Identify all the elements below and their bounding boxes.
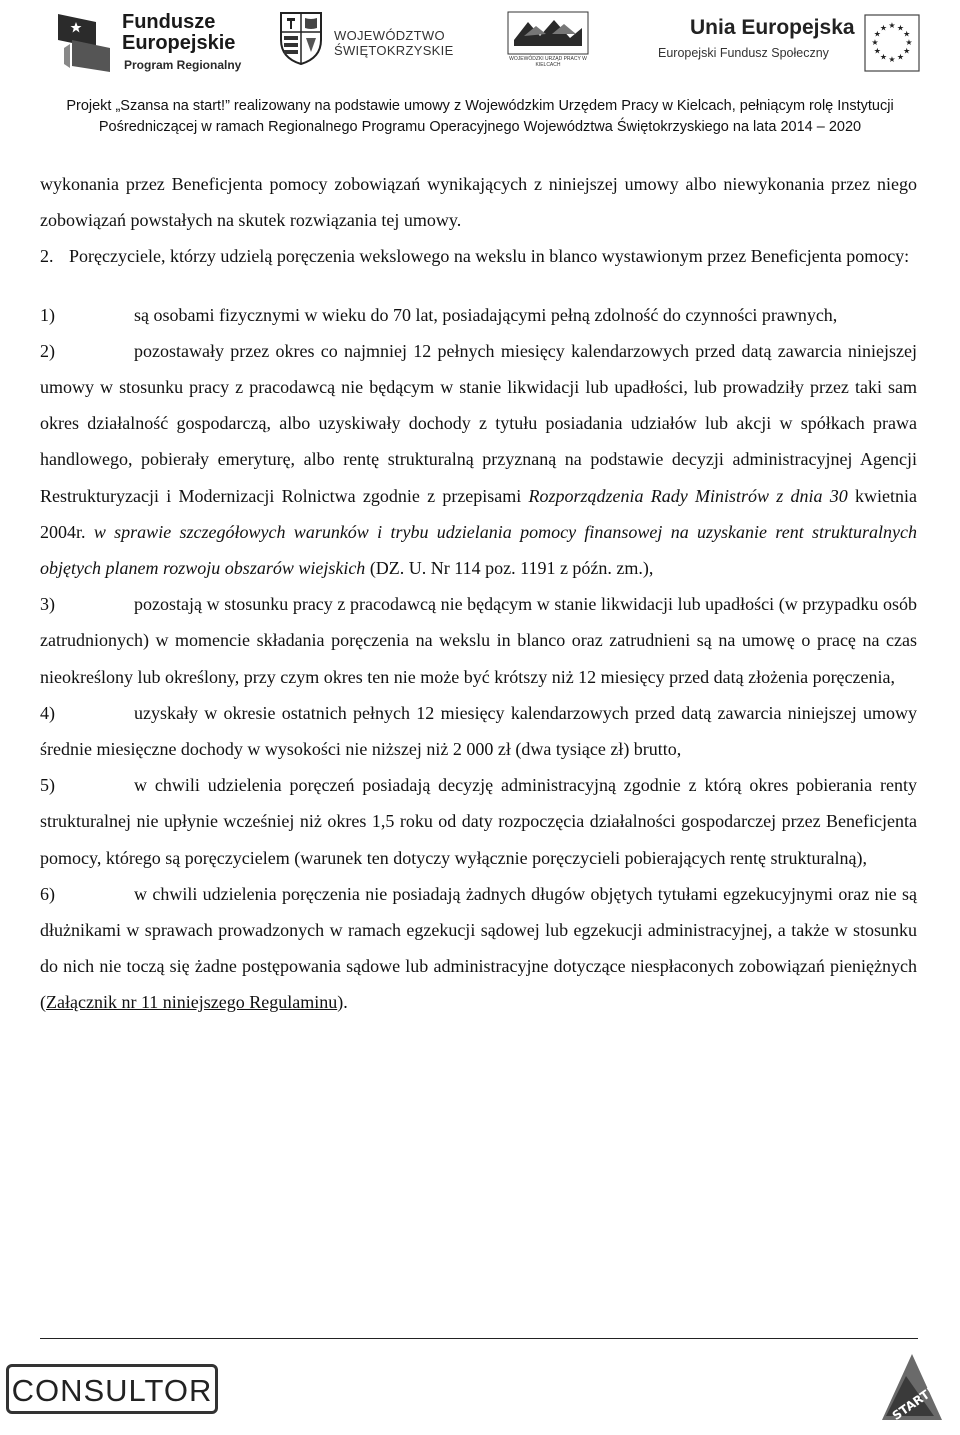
coat-of-arms-icon bbox=[278, 10, 324, 66]
list-item-5 bbox=[40, 767, 917, 876]
svg-text:★: ★ bbox=[873, 29, 881, 39]
svg-text:★: ★ bbox=[879, 23, 888, 33]
list-item-5-number: 5) bbox=[40, 775, 55, 796]
start-label: START! bbox=[889, 1384, 937, 1424]
svg-text:★: ★ bbox=[903, 29, 911, 39]
section-2-text: Poręczyciele, którzy udzielą poręczenia wekslowego na wekslu in blanco wystawionym przez Beneficjenta pomocy: bbox=[69, 246, 910, 267]
list-item-2-text-b: kwietnia 2004r. bbox=[40, 485, 917, 542]
footer-divider bbox=[40, 1338, 918, 1339]
eu-flag-icon bbox=[864, 14, 920, 72]
svg-text:★: ★ bbox=[888, 55, 896, 64]
list-item-4-text: uzyskały w okresie ostatnich pełnych 12 miesięcy kalendarzowych przed datą zawarcia niniejszej umowy średnie miesięczne dochody w wysokości nie niższej niż 2 000 zł (dwa tysiące zł) brutto, bbox=[40, 702, 917, 760]
list-item-6-end: ). bbox=[337, 992, 348, 1013]
wojewodztwo-label: WOJEWÓDZTWO ŚWIĘTOKRZYSKIE bbox=[334, 28, 454, 58]
list-item-1-text: są osobami fizycznymi w wieku do 70 lat, posiadającymi pełną zdolność do czynności prawnych, bbox=[134, 304, 838, 325]
list-item-2-text-a: pozostawały przez okres co najmniej 12 pełnych miesięcy kalendarzowych przed datą zawarcia niniejszej umowy w stosunku pracy z pracodawcą nie będącym w stanie likwidacji lub upadłości, lub prowadziły przez taki sam okres działalność gospodarczą, albo uzyskiwały dochody z tytułu posiadania udziałów lub akcji w spółkach prawa handlowego, pobierały emeryturę, albo rentę strukturalną przyznaną na podstawie decyzji administracyjnej Agencji Restrukturyzacji i Modernizacji Rolnictwa zgodnie z przepisami bbox=[40, 340, 917, 506]
intro-paragraph: wykonania przez Beneficjenta pomocy zobowiązań wynikających z niniejszej umowy albo niewykonania przez niego zobowiązań powstałych na skutek rozwiązania tej umowy. bbox=[40, 174, 917, 231]
fundusze-europejskie-logo bbox=[52, 6, 242, 78]
fundusze-europejskie-title: Fundusze Europejskie bbox=[122, 11, 236, 54]
list-item-2-number: 2) bbox=[40, 340, 55, 361]
header-logos bbox=[0, 0, 960, 88]
regulation-title-b: w sprawie szczegółowych warunków i trybu udzielania pomocy finansowej na uzyskanie rent strukturalnych objętych planem rozwoju obszarów wiejskich bbox=[40, 521, 917, 579]
program-regionalny-label: Program Regionalny bbox=[124, 58, 242, 72]
unia-europejska-logo bbox=[658, 14, 920, 74]
list-item-4-number: 4) bbox=[40, 702, 55, 723]
consultor-logo bbox=[6, 1364, 218, 1414]
list-item-5-text: w chwili udzielenia poręczeń posiadają decyzję administracyjną zgodnie z którą okres pobierania renty strukturalnej nie upłynie wcześniej niż okres 1,5 roku od daty rozpoczęcia działalności gospodarczej przez Beneficjenta pomocy, którego są poręczycielem (warunek ten dotyczy wyłącznie poręczycieli pobierających rentę strukturalną), bbox=[40, 775, 917, 868]
wup-caption: WOJEWÓDZKI URZĄD PRACY W KIELCACH bbox=[509, 56, 587, 68]
section-2-number: 2. bbox=[40, 246, 54, 267]
wojewodztwo-swietokrzyskie-logo bbox=[278, 10, 454, 70]
efs-label: Europejski Fundusz Społeczny bbox=[658, 46, 829, 60]
project-header bbox=[0, 96, 960, 138]
svg-text:★: ★ bbox=[879, 52, 888, 62]
list-item-2-text-c: (DZ. U. Nr 114 poz. 1191 z późn. zm.), bbox=[369, 558, 654, 579]
svg-text:★: ★ bbox=[896, 23, 905, 33]
svg-text:★: ★ bbox=[905, 38, 913, 47]
document-body bbox=[40, 166, 917, 1021]
unia-europejska-title: Unia Europejska bbox=[690, 16, 855, 39]
list-item-2 bbox=[40, 333, 917, 586]
list-item-3 bbox=[40, 586, 917, 695]
list-item-3-number: 3) bbox=[40, 594, 55, 615]
svg-text:★: ★ bbox=[903, 46, 911, 56]
list-item-3-text: pozostają w stosunku pracy z pracodawcą nie będącym w stanie likwidacji lub upadłości (w przypadku osób zatrudnionych) w momencie składania poręczenia na wekslu in blanco oraz zatrudnieni są na umowę o pracę na czas nieokreślony lub określony, przy czym okres ten nie może być krótszy niż 12 miesięcy przed datą złożenia poręczenia, bbox=[40, 594, 917, 687]
consultor-label: CONSULTOR bbox=[11, 1373, 213, 1408]
wup-mark-icon bbox=[506, 10, 590, 56]
list-item-1 bbox=[40, 297, 917, 333]
project-line-1: Projekt „Szansa na start!” realizowany na podstawie umowy z Wojewódzkim Urzędem Pracy w Kielcach, pełniącym rolę Instytucji bbox=[66, 98, 894, 114]
svg-text:★: ★ bbox=[888, 21, 896, 30]
attachment-11-link[interactable]: Załącznik nr 11 niniejszego Regulaminu bbox=[46, 992, 338, 1013]
project-line-2: Pośredniczącej w ramach Regionalnego Programu Operacyjnego Województwa Świętokrzyskiego na lata 2014 – 2020 bbox=[98, 119, 862, 135]
svg-text:★: ★ bbox=[871, 38, 879, 47]
svg-text:★: ★ bbox=[896, 52, 905, 62]
svg-text:★: ★ bbox=[873, 46, 881, 56]
fundusze-europejskie-mark-icon bbox=[52, 8, 114, 74]
list-item-6-number: 6) bbox=[40, 883, 55, 904]
szansa-na-start-logo bbox=[876, 1350, 948, 1426]
wup-kielce-logo bbox=[506, 10, 590, 74]
section-2-paragraph bbox=[40, 238, 917, 274]
list-item-4 bbox=[40, 695, 917, 767]
list-item-1-number: 1) bbox=[40, 304, 55, 325]
regulation-title-a: Rozporządzenia Rady Ministrów z dnia 30 bbox=[528, 485, 848, 506]
list-item-6 bbox=[40, 876, 917, 1021]
list-item-6-text: w chwili udzielenia poręczenia nie posiadają żadnych długów objętych tytułami egzekucyjnymi oraz nie są dłużnikami w sprawach prowadzonych w ramach egzekucji sądowej lub egzekucji administracyjnej, a także w stosunku do nich nie toczą się żadne postępowania sądowe lub administracyjne dotyczące niespłaconych zobowiązań pieniężnych ( bbox=[40, 883, 917, 1013]
